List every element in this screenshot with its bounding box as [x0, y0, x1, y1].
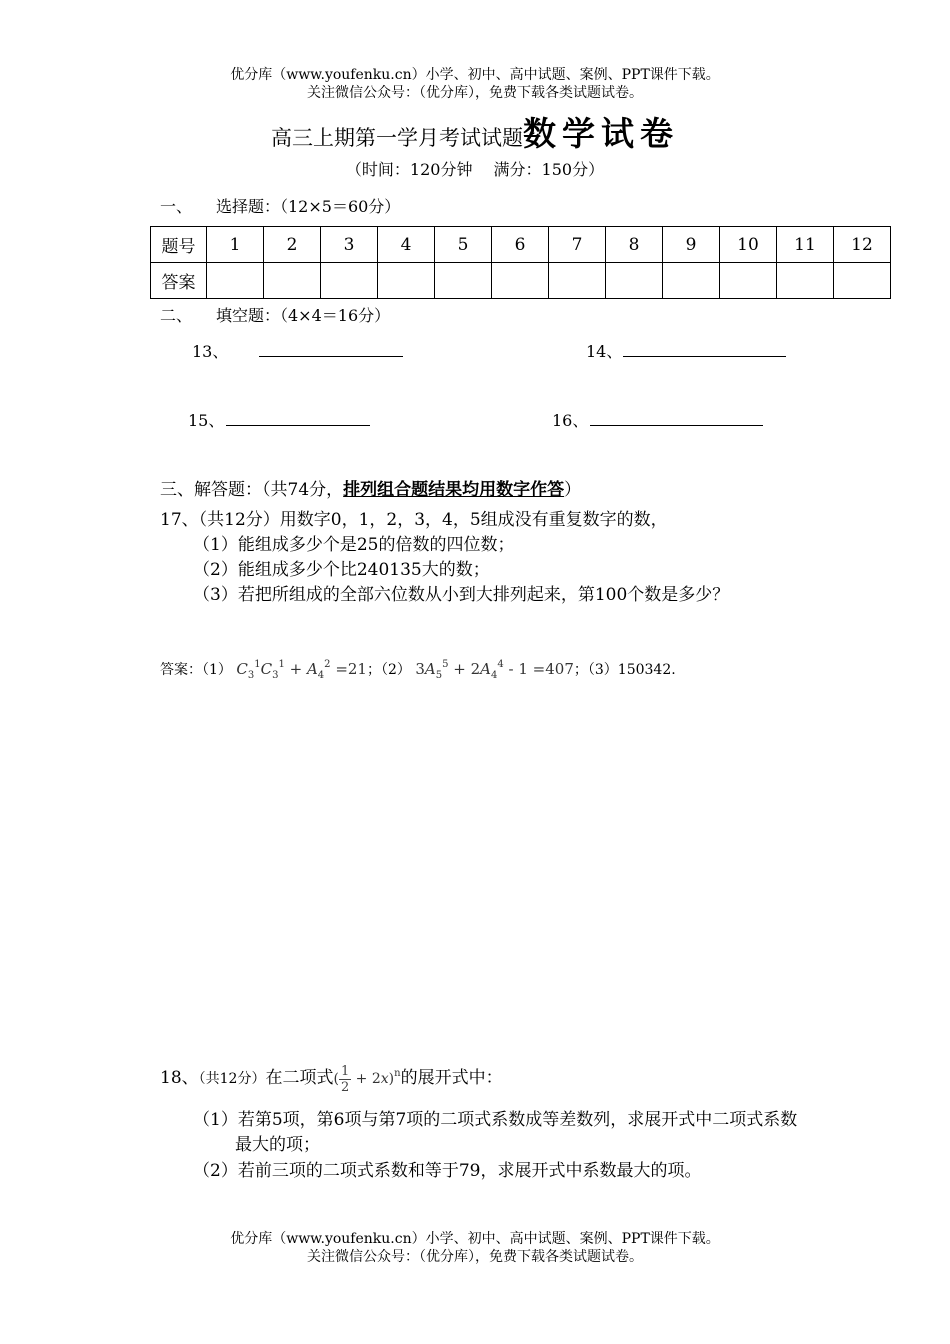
- q17-part3: （3）若把所组成的全部六位数从小到大排列起来，第100个数是多少？: [193, 585, 730, 605]
- answer-cell[interactable]: [606, 263, 663, 299]
- q18-stem: [160, 1063, 503, 1095]
- q17-part2: （2）能组成多少个比240135大的数；: [193, 560, 490, 580]
- q17-answer: [160, 659, 676, 679]
- header-line-2: 关注微信公众号：（优分库），免费下载各类试题试卷。: [307, 85, 643, 101]
- q18-number: 18、: [160, 1068, 199, 1088]
- answer2-result: - 1 =407: [508, 660, 574, 678]
- q15-blank[interactable]: [226, 408, 370, 426]
- q18-stem-b: 的展开式中：: [400, 1068, 503, 1088]
- fraction-one-half: $\frac{1}{2}$: [340, 1063, 350, 1095]
- title-main: 数学试卷: [523, 114, 679, 153]
- exam-info: （时间：120分钟 满分：150分）: [345, 160, 605, 179]
- row2-label: 答案: [151, 263, 207, 299]
- answer2-plus: + 2: [453, 660, 481, 678]
- section1-heading: 一、 选择题：（12×5＝60分）: [160, 197, 401, 216]
- question-number-cell: 8: [606, 227, 663, 263]
- q18-part2: （2）若前三项的二项式系数和等于79，求展开式中系数最大的项。: [193, 1161, 702, 1181]
- q14-label: 14、: [586, 342, 623, 361]
- answer2-formula: $3A_5^5 + 2A_4^4 - 1 =407$: [415, 659, 574, 681]
- answer-cell[interactable]: [720, 263, 777, 299]
- answer-cell[interactable]: [264, 263, 321, 299]
- answer-cell[interactable]: [663, 263, 720, 299]
- table-row: [151, 263, 891, 299]
- q13-label: 13、: [192, 342, 229, 361]
- q18-part1-line1: （1）若第5项，第6项与第7项的二项式系数成等差数列，求展开式中二项式系数: [193, 1110, 798, 1130]
- question-number-cell: 1: [207, 227, 264, 263]
- question-number-cell: 6: [492, 227, 549, 263]
- answer-cell[interactable]: [834, 263, 891, 299]
- section3-heading-prefix: 三、解答题：（共74分，: [160, 480, 344, 500]
- question-number-cell: 7: [549, 227, 606, 263]
- q14-blank[interactable]: [623, 339, 786, 357]
- answer2-coef: 3: [415, 660, 425, 678]
- q18-score: （共12分）: [198, 1071, 266, 1087]
- question-number-cell: 2: [264, 227, 321, 263]
- question-number-cell: 9: [663, 227, 720, 263]
- answer-cell[interactable]: [378, 263, 435, 299]
- footer-line-2: 关注微信公众号：（优分库），免费下载各类试题试卷。: [307, 1249, 643, 1265]
- q16-blank[interactable]: [590, 408, 763, 426]
- question-number-cell: 11: [777, 227, 834, 263]
- q13-blank[interactable]: [259, 339, 403, 357]
- section3-heading: [160, 475, 581, 500]
- binomial-expression: ( $\frac{1}{2}$ + 2x)$^n$: [333, 1063, 401, 1095]
- q15-label: 15、: [188, 411, 225, 430]
- answer1-formula: $C_3^1C_3^1 + A_4^2 =21$: [236, 659, 367, 681]
- answer-cell[interactable]: [492, 263, 549, 299]
- row1-label: 题号: [151, 227, 207, 263]
- q16-label: 16、: [552, 411, 589, 430]
- answer-cell[interactable]: [777, 263, 834, 299]
- question-number-cell: 5: [435, 227, 492, 263]
- q17-stem: 17、（共12分）用数字0，1，2，3，4，5组成没有重复数字的数，: [160, 510, 668, 530]
- section3-heading-emphasis: 排列组合题结果均用数字作答: [343, 480, 565, 500]
- answer-separator-2: ；（3）150342.: [573, 662, 676, 678]
- page-title: [0, 108, 950, 155]
- question-number-cell: 4: [378, 227, 435, 263]
- answer-cell[interactable]: [435, 263, 492, 299]
- answer-cell[interactable]: [207, 263, 264, 299]
- answer1-result: =21: [335, 660, 367, 678]
- header-line-1: 优分库（www.youfenku.cn）小学、初中、高中试题、案例、PPT课件下载。: [230, 67, 720, 83]
- answer-separator-1: ；（2）: [366, 662, 411, 678]
- title-prefix: 高三上期第一学月考试试题: [271, 126, 523, 150]
- question-number-cell: 10: [720, 227, 777, 263]
- q17-part1: （1）能组成多少个是25的倍数的四位数；: [193, 535, 515, 555]
- answer-table: [150, 226, 891, 299]
- section3-heading-suffix: ）: [564, 480, 582, 500]
- footer-line-1: 优分库（www.youfenku.cn）小学、初中、高中试题、案例、PPT课件下载。: [230, 1231, 720, 1247]
- section2-heading: 二、 填空题：（4×4＝16分）: [160, 306, 391, 325]
- answer-label: 答案：（1）: [160, 662, 232, 678]
- q18-part1-line2: 最大的项；: [235, 1135, 320, 1155]
- answer-cell[interactable]: [321, 263, 378, 299]
- answer-cell[interactable]: [549, 263, 606, 299]
- question-number-cell: 3: [321, 227, 378, 263]
- question-number-cell: 12: [834, 227, 891, 263]
- q18-stem-a: 在二项式: [265, 1068, 334, 1088]
- table-row: [151, 227, 891, 263]
